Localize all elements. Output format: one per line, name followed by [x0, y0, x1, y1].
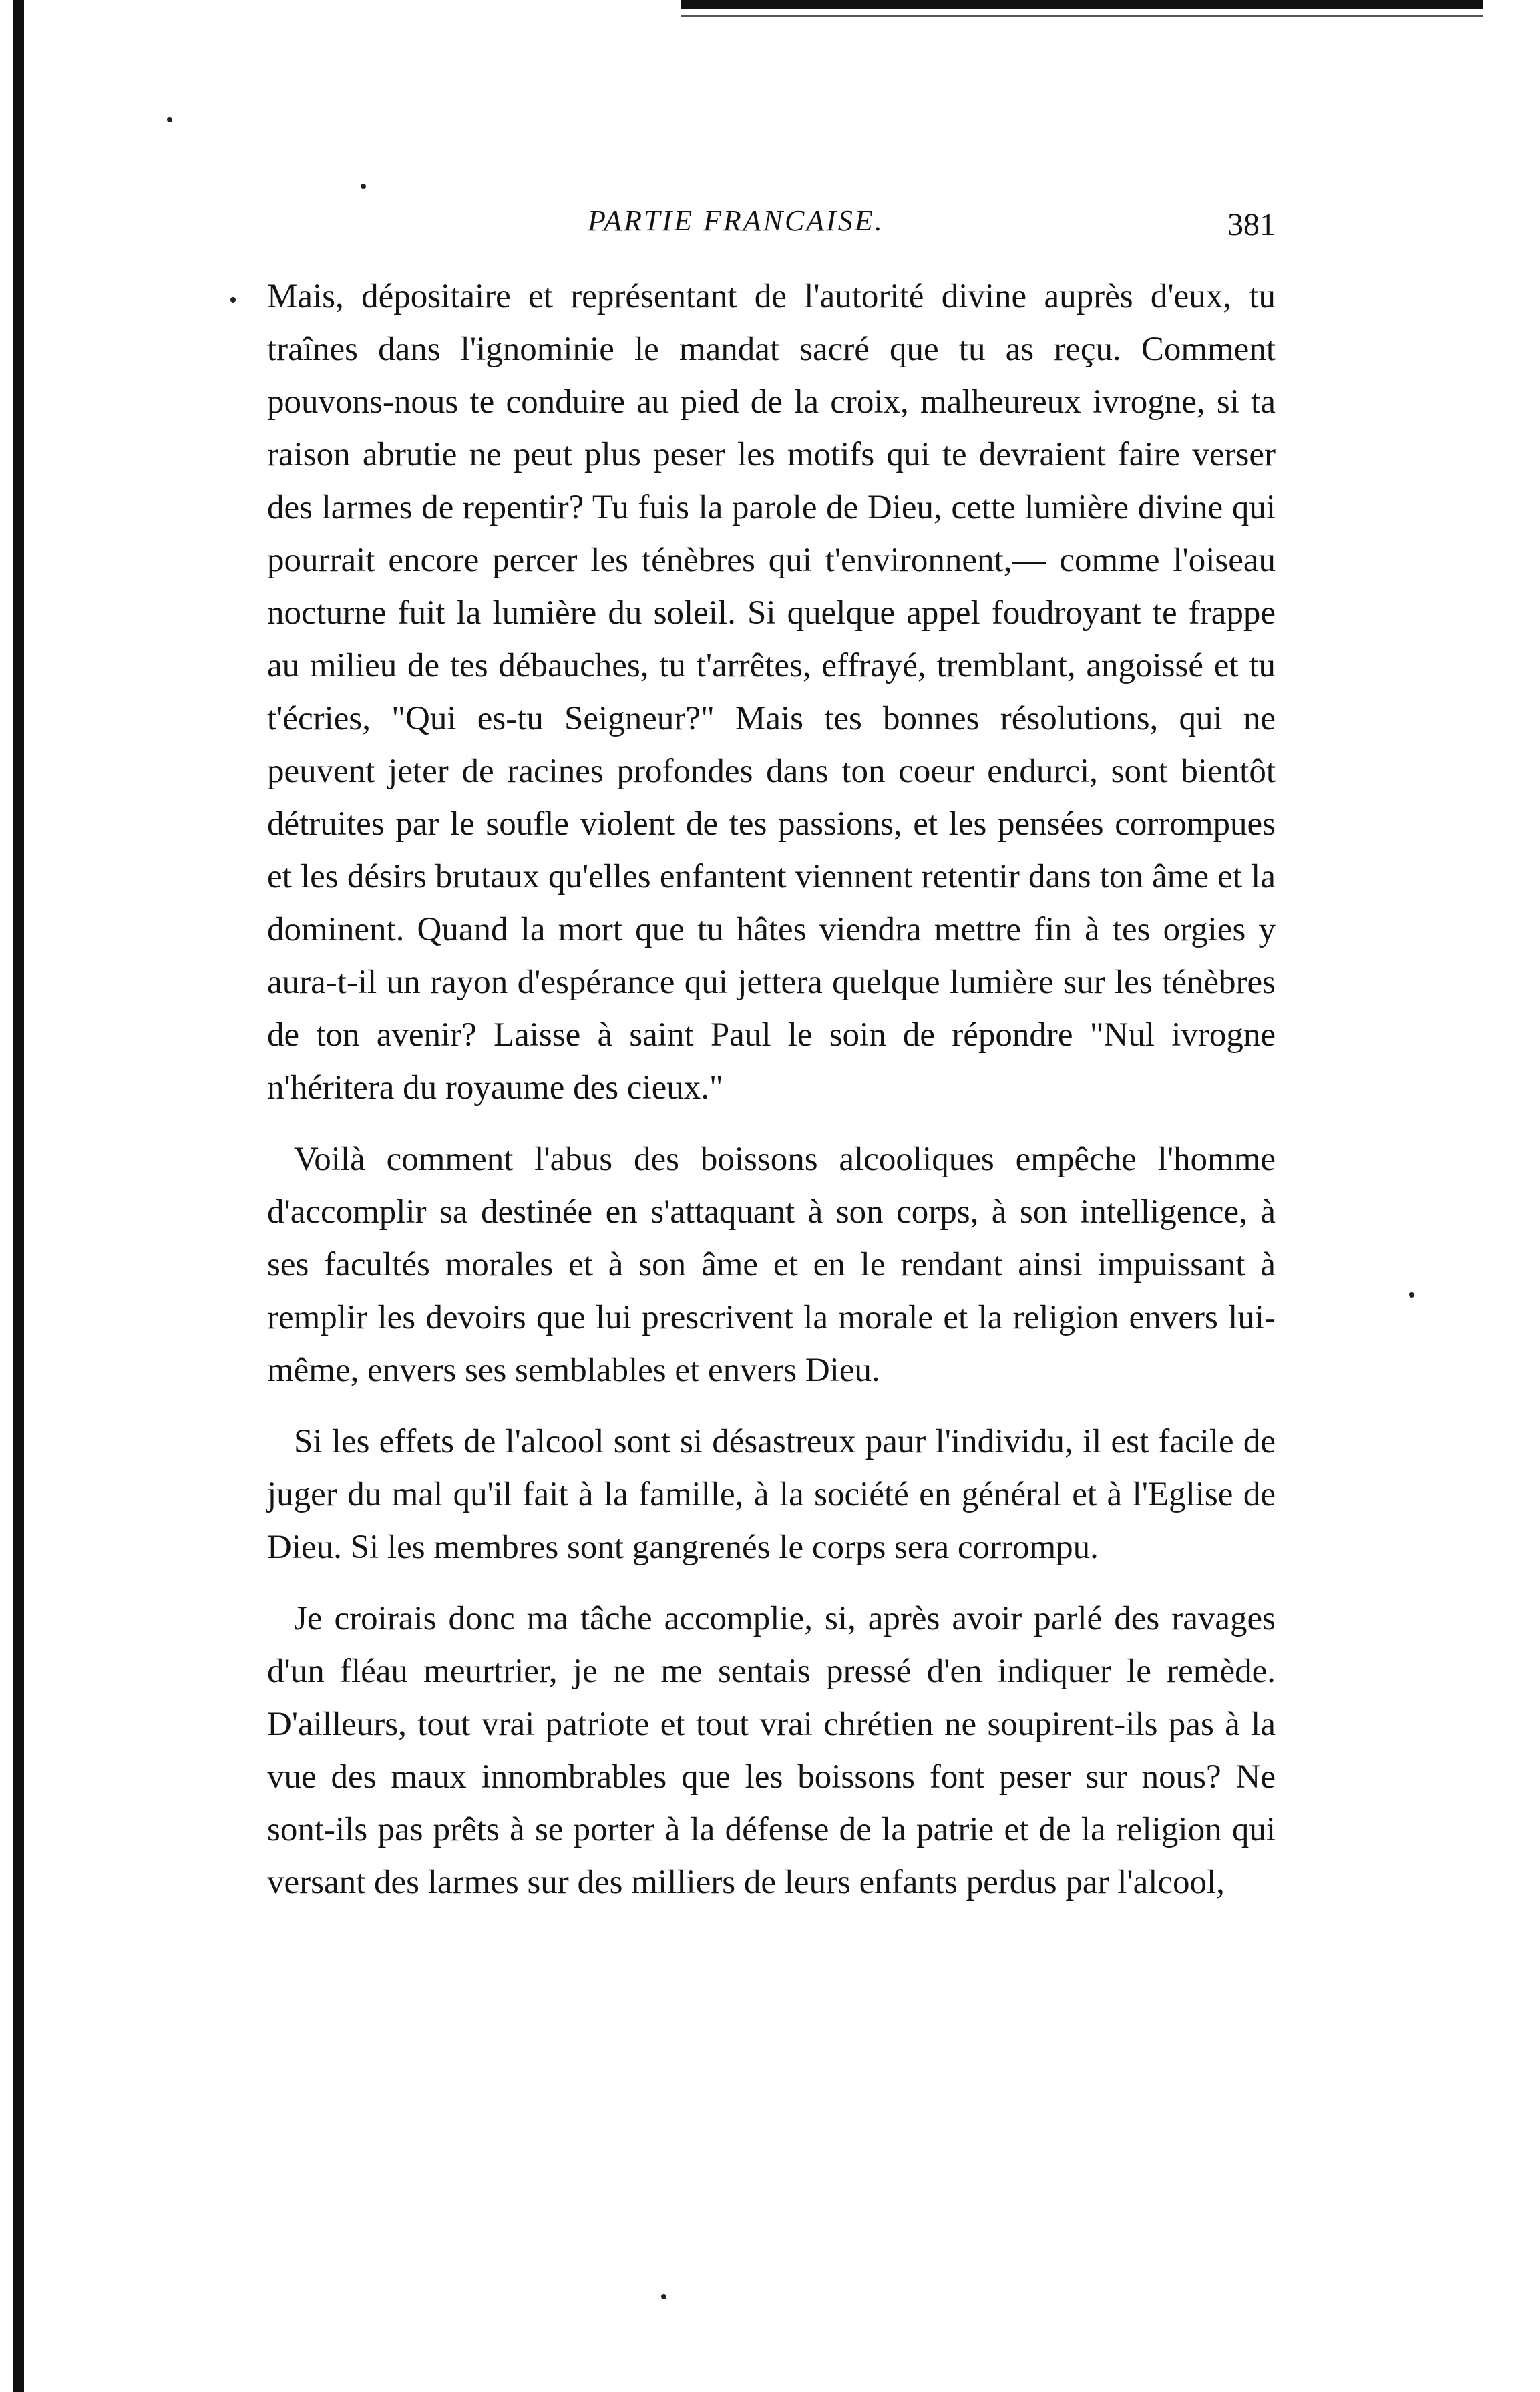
scan-speck — [361, 184, 366, 189]
scan-speck — [661, 2294, 666, 2299]
running-title: PARTIE FRANCAISE. — [588, 204, 884, 237]
scan-edge-left — [13, 0, 24, 2392]
scan-speck — [167, 117, 172, 122]
scan-speck — [1409, 1292, 1414, 1298]
paragraph-3: Si les effets de l'alcool sont si désastreux paur l'individu, il est facile de juger du mal qu'il fait à la famille, à la société en général et à l'Eglise de Dieu. Si les membres sont gangrenés le corps sera corrompu. — [267, 1423, 1276, 1566]
paragraph-1: Mais, dépositaire et représentant de l'autorité divine auprès d'eux, tu traînes dans l'ignominie le mandat sacré que tu as reçu. Comment pouvons-nous te conduire au pied de la croix, malheureux ivrogne, si ta raison abrutie ne peut plus peser les motifs qui te devraient faire verser des larmes de repentir? Tu fuis la parole de Dieu, cette lumière divine qui pourrait encore percer les ténèbres qui t'environnent,— comme l'oiseau nocturne fuit la lumière du soleil. Si quelque appel foudroyant te frappe au milieu de tes débauches, tu t'arrêtes, effrayé, tremblant, angoissé et tu t'écries, "Qui es-tu Seigneur?" Mais tes bonnes résolutions, qui ne peuvent jeter de racines profondes dans ton coeur endurci, sont bientôt détruites par le soufle violent de tes passions, et les pensées corrompues et les désirs brutaux qu'elles enfantent viennent retentir dans ton âme et la dominent. Quand la mort que tu hâtes viendra mettre fin à tes orgies y aura-t-il un rayon d'espérance qui jettera quelque lumière sur les ténèbres de ton avenir? Laisse à saint Paul le soin de répondre "Nul ivrogne n'héritera du royaume des cieux." — [267, 278, 1276, 1107]
running-header — [267, 197, 1276, 250]
page-number: 381 — [1227, 207, 1276, 242]
scan-speck — [230, 297, 236, 303]
body-text — [267, 270, 1276, 1928]
paragraph-4: Je croirais donc ma tâche accomplie, si, après avoir parlé des ravages d'un fléau meurtrier, je ne me sentais pressé d'en indiquer le remède. D'ailleurs, tout vrai patriote et tout vrai chrétien ne soupirent-ils pas à la vue des maux innombrables que les boissons font peser sur nous? Ne sont-ils pas prêts à se porter à la défense de la patrie et de la religion qui versant des larmes sur des milliers de leurs enfants perdus par l'alcool, — [267, 1600, 1276, 1901]
scan-edge-top-line — [681, 15, 1483, 17]
scan-edge-top — [681, 0, 1483, 9]
paragraph-2: Voilà comment l'abus des boissons alcooliques empêche l'homme d'accomplir sa destinée en s'attaquant à son corps, à son intelligence, à ses facultés morales et à son âme et en le rendant ainsi impuissant à remplir les devoirs que lui prescrivent la morale et la religion envers lui-même, envers ses semblables et envers Dieu. — [267, 1141, 1276, 1389]
